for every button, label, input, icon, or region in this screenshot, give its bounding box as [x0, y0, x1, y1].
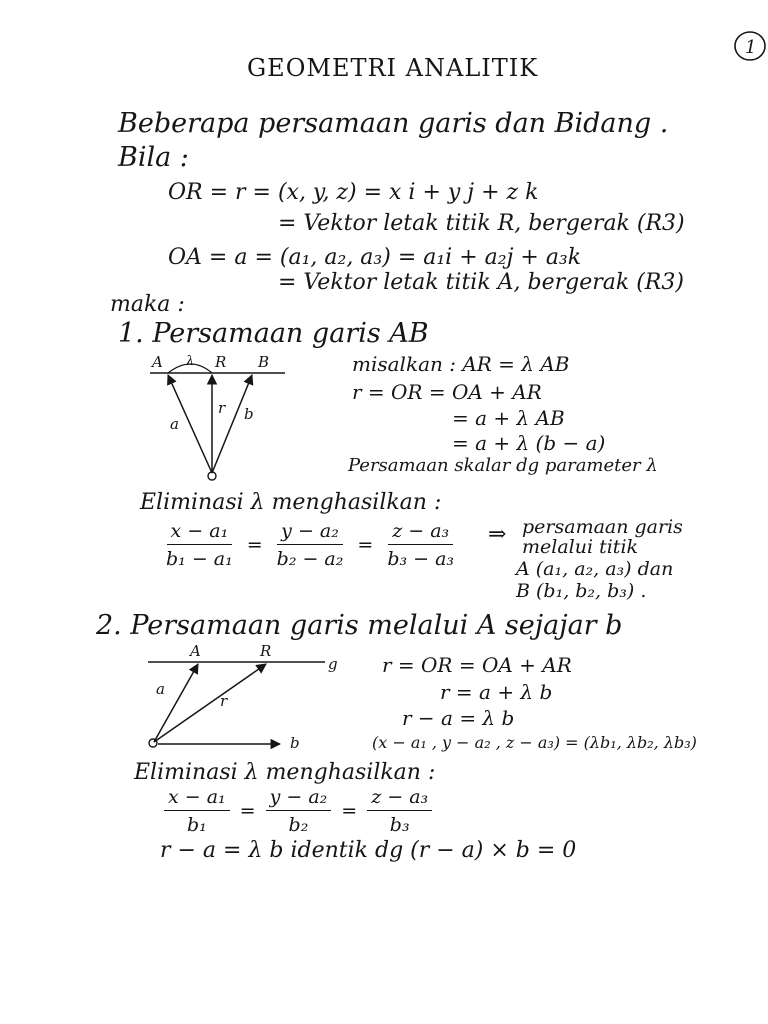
fraction-x-numerator: x − a₁: [167, 520, 233, 545]
diagram1-label-a-point: A: [152, 353, 163, 371]
section-2-heading: 2. Persamaan garis melalui A sejajar b: [96, 610, 623, 641]
section2-final-identity: r − a = λ b identik dg (r − a) × b = 0: [160, 838, 577, 863]
page-number-circle: [730, 26, 768, 66]
fraction-x-denominator: b₁: [186, 814, 207, 836]
misalkan-line: misalkan : AR = λ AB: [352, 352, 570, 376]
fraction-z-denominator: b₃: [389, 814, 410, 836]
equals-sign: =: [357, 534, 374, 556]
section1-equation-2: = a + λ AB: [452, 406, 565, 430]
section1-equation-3: = a + λ (b − a): [452, 431, 606, 455]
or-definition: OR = r = (x, y, z) = x i + y j + z k: [168, 180, 539, 205]
diagram1-label-b-point: B: [258, 353, 270, 371]
page-title: GEOMETRI ANALITIK: [247, 54, 539, 82]
diagram2-label-a-vector: a: [156, 680, 165, 698]
diagram-parallel-line: [140, 642, 340, 752]
fraction-z-denominator: b₃ − a₃: [387, 548, 455, 570]
section1-note-3: A (a₁, a₂, a₃) dan: [516, 558, 674, 580]
fraction-y: [273, 520, 348, 570]
diagram2-label-g-line: g: [328, 655, 338, 673]
implies-arrow: ⇒: [488, 522, 507, 547]
section1-elimination: Eliminasi λ menghasilkan :: [140, 490, 442, 515]
fraction-z: [367, 786, 432, 836]
fraction-y-denominator: b₂: [288, 814, 309, 836]
section2-symmetric-equation: [160, 786, 436, 836]
fraction-x-denominator: b₁ − a₁: [166, 548, 233, 570]
diagram1-label-r-vector: r: [218, 399, 226, 417]
section2-equation-2: r = a + λ b: [440, 680, 553, 704]
fraction-z: [383, 520, 458, 570]
fraction-y: [266, 786, 332, 836]
section1-note-1: persamaan garis: [522, 516, 683, 538]
fraction-y-numerator: y − a₂: [266, 786, 332, 811]
section2-equation-1: r = OR = OA + AR: [382, 653, 572, 677]
section2-equation-3: r − a = λ b: [402, 706, 515, 730]
section1-symmetric-equation: [158, 520, 462, 570]
diagram2-label-r-vector: r: [220, 692, 228, 710]
fraction-x-numerator: x − a₁: [164, 786, 230, 811]
equals-sign: =: [341, 800, 358, 822]
fraction-x: [164, 786, 230, 836]
diagram2-label-r-point: R: [260, 642, 272, 660]
section1-note-2: melalui titik: [522, 536, 639, 558]
section-1-heading: 1. Persamaan garis AB: [118, 318, 429, 349]
diagram1-label-r-point: R: [215, 353, 227, 371]
section2-elimination: Eliminasi λ menghasilkan :: [134, 760, 436, 785]
fraction-y-numerator: y − a₂: [277, 520, 343, 545]
intro-line-1: Beberapa persamaan garis dan Bidang .: [118, 108, 669, 139]
section1-equation-1: r = OR = OA + AR: [352, 380, 542, 404]
fraction-z-numerator: z − a₃: [367, 786, 432, 811]
fraction-y-denominator: b₂ − a₂: [276, 548, 344, 570]
oa-description: = Vektor letak titik A, bergerak (R3): [278, 270, 684, 295]
diagram-line-ab: [140, 345, 320, 485]
diagram2-label-a-point: A: [190, 642, 201, 660]
page-number: 1: [745, 37, 757, 58]
diagram2-label-b-vector: b: [290, 734, 300, 752]
equals-sign: =: [239, 800, 256, 822]
diagram1-label-b-vector: b: [244, 405, 254, 423]
diagram1-label-lambda: λ: [186, 354, 195, 369]
section1-note-4: B (b₁, b₂, b₃) .: [516, 580, 647, 602]
skalar-line: Persamaan skalar dg parameter λ: [348, 455, 658, 476]
oa-definition: OA = a = (a₁, a₂, a₃) = a₁i + a₂j + a₃k: [168, 245, 582, 270]
fraction-x: [162, 520, 237, 570]
equals-sign: =: [246, 534, 263, 556]
diagram1-label-a-vector: a: [170, 415, 179, 433]
fraction-z-numerator: z − a₃: [388, 520, 453, 545]
or-description: = Vektor letak titik R, bergerak (R3): [278, 211, 685, 236]
intro-line-2: Bila :: [118, 142, 189, 173]
maka-label: maka :: [110, 292, 185, 317]
section2-equation-4: (x − a₁ , y − a₂ , z − a₃) = (λb₁, λb₂, λb₃): [372, 733, 697, 752]
